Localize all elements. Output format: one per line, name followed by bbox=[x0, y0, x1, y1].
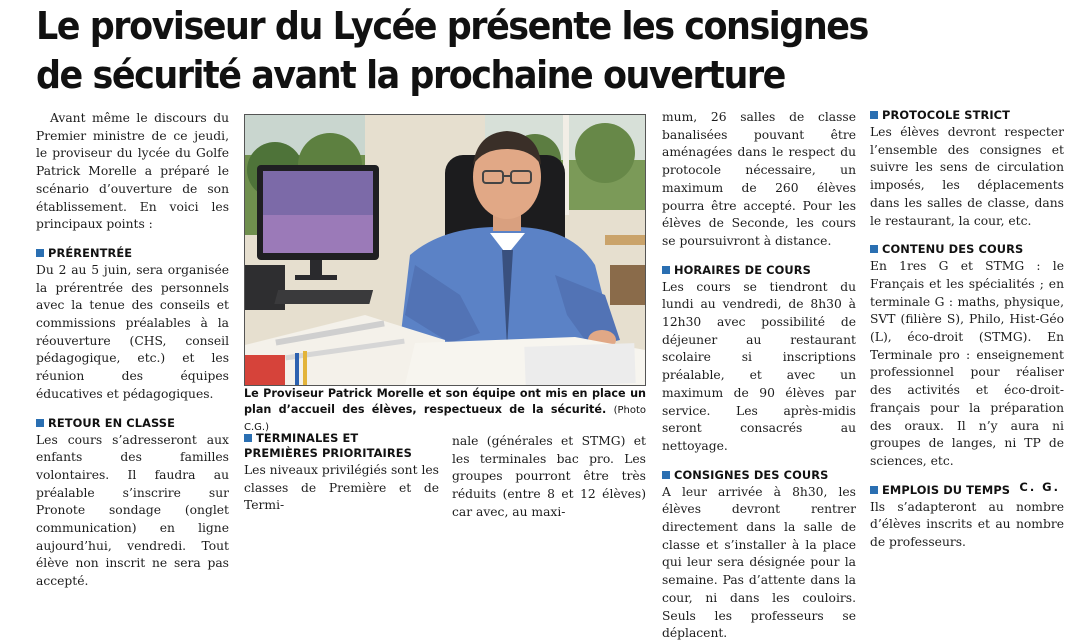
article-photo bbox=[244, 114, 646, 386]
subhead-emplois: EMPLOIS DU TEMPS bbox=[870, 483, 1064, 498]
article-headline bbox=[36, 2, 993, 100]
square-bullet-icon bbox=[662, 471, 670, 479]
paragraph-retour-en-classe: Les cours s’adresseront aux enfants des familles volontaires. Il faudra au préalable s’inscrire sur Pronote sondage (onglet communication) en ligne aujourd’hui, vendredi. Tout élève non inscrit ne sera pas accepté. bbox=[36, 432, 229, 589]
subhead-prerentree: PRÉRENTRÉE bbox=[36, 246, 229, 261]
column-2 bbox=[244, 431, 439, 515]
headline-line-2: de sécurité avant la prochaine ouverture bbox=[36, 53, 785, 97]
headline-line-1: Le proviseur du Lycée présente les consignes bbox=[36, 4, 868, 48]
paragraph-horaires: Les cours se tiendront du lundi au vendredi, de 8h30 à 12h30 avec possibilité de déjeuner au restaurant scolaire si inscriptions préalable, et avec un maximum de 90 élèves par service. Les après-midis seront consacrés au nettoyage. bbox=[662, 279, 856, 453]
subhead-consignes: CONSIGNES DES COURS bbox=[662, 468, 856, 483]
column-1 bbox=[36, 110, 229, 591]
square-bullet-icon bbox=[870, 111, 878, 119]
photo-proviseur-illustration bbox=[245, 115, 645, 385]
photo-credit: (Photo C.G.) bbox=[244, 405, 646, 433]
author-signature: C. G. bbox=[1019, 480, 1060, 494]
paragraph-terminales-continued: nale (générales et STMG) et les terminales bac pro. Les groupes pourront être très réduits (entre 8 et 12 élèves) car avec, au maxi- bbox=[452, 434, 646, 519]
paragraph-emplois: Ils s’adapteront au nombre d’élèves inscrits et au nombre de professeurs. bbox=[870, 499, 1064, 550]
paragraph-contenu: En 1res G et STMG : le Français et les spécialités ; en terminale G : maths, physique, SVT (filière S), Philo, Hist-Géo (L), éco-droit (STMG). En Terminale pro : enseignement professionnel pour réaliser des activités et éco-droit-français pour la préparation des oraux. Il n’y aura ni groupes de langes, ni TP de sciences, etc. bbox=[870, 259, 1064, 468]
column-4 bbox=[662, 109, 856, 643]
square-bullet-icon bbox=[36, 249, 44, 257]
square-bullet-icon bbox=[662, 266, 670, 274]
paragraph-terminales: Les niveaux privilégiés sont les classes de Première et de Termi- bbox=[244, 463, 439, 513]
photo-caption bbox=[244, 386, 646, 436]
square-bullet-icon bbox=[870, 245, 878, 253]
intro-paragraph: Avant même le discours du Premier ministre de ce jeudi, le proviseur du lycée du Golfe Patrick Morelle a préparé le scénario d’ouverture de son établissement. En voici les principaux points : bbox=[36, 111, 229, 232]
paragraph-protocole: Les élèves devront respecter l’ensemble des consignes et suivre les sens de circulation imposés, les déplacements dans les salles de classe, dans le restaurant, la cour, etc. bbox=[870, 125, 1064, 228]
caption-text: Le Proviseur Patrick Morelle et son équipe ont mis en place un plan d’accueil des élèves, respectueux de la sécurité. bbox=[244, 387, 646, 416]
subhead-contenu: CONTENU DES COURS bbox=[870, 242, 1064, 257]
square-bullet-icon bbox=[244, 434, 252, 442]
paragraph-consignes: A leur arrivée à 8h30, les élèves devront rentrer directement dans la salle de classe et s’installer à la place qui leur sera désignée pour la semaine. Pas d’attente dans la cour, ni dans les couloirs. Seuls les professeurs se déplacent. bbox=[662, 484, 856, 641]
subhead-terminales: TERMINALES ET PREMIÈRES PRIORITAIRES bbox=[244, 431, 412, 460]
square-bullet-icon bbox=[36, 419, 44, 427]
subhead-retour-en-classe: RETOUR EN CLASSE bbox=[36, 416, 229, 431]
square-bullet-icon bbox=[870, 486, 878, 494]
paragraph-salles: mum, 26 salles de classe banalisées pouvant être aménagées dans le respect du protocole nécessaire, un maximum de 260 élèves pourra être accepté. Pour les élèves de Seconde, les cours se poursuivront à distance. bbox=[662, 110, 856, 248]
subhead-horaires: HORAIRES DE COURS bbox=[662, 263, 856, 278]
paragraph-prerentree: Du 2 au 5 juin, sera organisée la prérentrée des personnels avec la tenue des conseils et commissions préalables à la réouverture (CHS, conseil pédagogique, etc.) et les réunion des équipes éducatives et pédagogiques. bbox=[36, 262, 229, 401]
subhead-protocole: PROTOCOLE STRICT bbox=[870, 108, 1064, 123]
column-3 bbox=[452, 433, 646, 522]
